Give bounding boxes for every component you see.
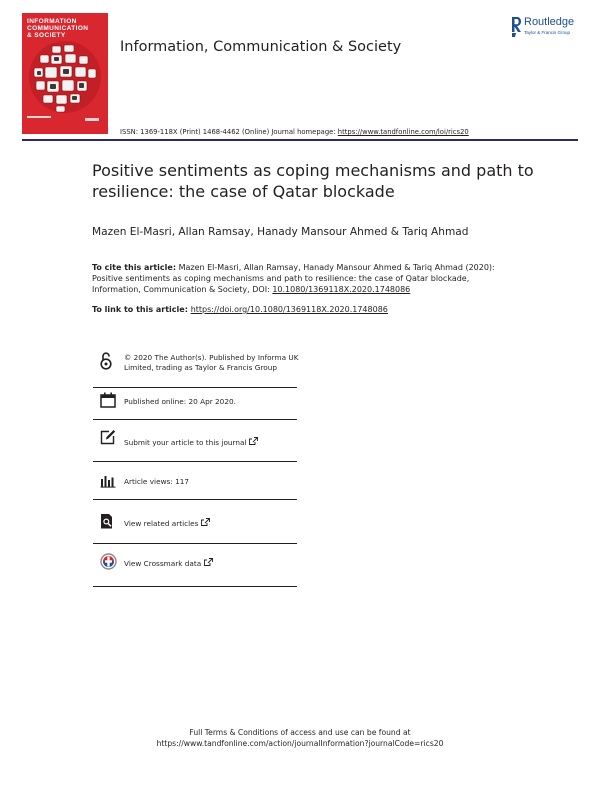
edit-icon <box>100 429 116 445</box>
footer-terms-text: Full Terms & Conditions of access and use can be found at <box>189 728 411 737</box>
crossmark-icon <box>100 553 117 570</box>
header-divider <box>22 139 578 141</box>
license-text: © 2020 The Author(s). Published by Informa UK Limited, trading as Taylor & Francis Group <box>124 353 299 372</box>
article-views: Article views: 117 <box>124 477 190 486</box>
article-authors: Mazen El-Masri, Allan Ramsay, Hanady Mansour Ahmed & Tariq Ahmad <box>92 226 469 238</box>
article-doi-url-link[interactable]: https://doi.org/10.1080/1369118X.2020.1748086 <box>190 305 388 314</box>
related-articles-label: View related articles <box>124 519 199 528</box>
issn-text: ISSN: 1369-118X (Print) 1468-4462 (Online) Journal homepage: <box>120 128 338 136</box>
row-divider <box>93 586 297 587</box>
journal-homepage-link[interactable]: https://www.tandfonline.com/loi/rics20 <box>337 128 469 136</box>
publisher-logo[interactable] <box>510 16 590 44</box>
citation-label: To cite this article: <box>92 263 177 272</box>
external-link-icon <box>201 518 210 526</box>
submit-article-link[interactable] <box>124 437 302 448</box>
publisher-subtitle: Taylor & Francis Group <box>524 30 571 35</box>
cover-globe-graphic <box>26 38 104 116</box>
published-date: Published online: 20 Apr 2020. <box>124 397 236 406</box>
submit-article-label: Submit your article to this journal <box>124 438 247 447</box>
cover-title-line: & SOCIETY <box>27 32 66 39</box>
citation-block <box>92 262 512 295</box>
bar-chart-icon <box>100 474 116 488</box>
related-articles-link[interactable] <box>124 518 302 529</box>
crossmark-link[interactable] <box>124 558 302 569</box>
routledge-logo-icon <box>510 16 522 38</box>
cover-footer-marks <box>27 116 105 126</box>
row-divider <box>93 543 297 544</box>
row-divider <box>93 461 297 462</box>
external-link-icon <box>249 437 258 445</box>
open-access-icon <box>100 352 112 370</box>
article-link-label: To link to this article: <box>92 305 191 314</box>
calendar-icon <box>100 392 116 408</box>
doi-link[interactable]: 10.1080/1369118X.2020.1748086 <box>272 285 411 294</box>
row-divider <box>93 419 297 420</box>
journal-cover-image <box>22 13 108 134</box>
external-link-icon <box>204 558 213 566</box>
cover-title <box>27 18 105 39</box>
crossmark-label: View Crossmark data <box>124 559 202 568</box>
search-document-icon <box>100 513 116 530</box>
citation-text: Mazen El-Masri, Allan Ramsay, Hanady Mansour Ahmed & Tariq Ahmad (2020): Positive sentiments as coping mechanisms and path to resilience: the case of Qatar blockade, Information, Communication & Society, DOI: <box>92 263 495 294</box>
page-footer <box>0 727 600 749</box>
journal-title: Information, Communication & Society <box>120 39 402 55</box>
row-divider <box>93 387 297 388</box>
row-divider <box>93 499 297 500</box>
issn-line <box>120 128 469 136</box>
footer-journal-info-url[interactable]: https://www.tandfonline.com/action/journalInformation?journalCode=rics20 <box>156 739 444 748</box>
publisher-name: Routledge <box>524 16 575 28</box>
cover-title-line: COMMUNICATION <box>27 25 89 32</box>
article-link-line <box>92 305 388 314</box>
cover-title-line: INFORMATION <box>27 18 77 25</box>
article-title: Positive sentiments as coping mechanisms and path to resilience: the case of Qatar blockade <box>92 161 534 201</box>
